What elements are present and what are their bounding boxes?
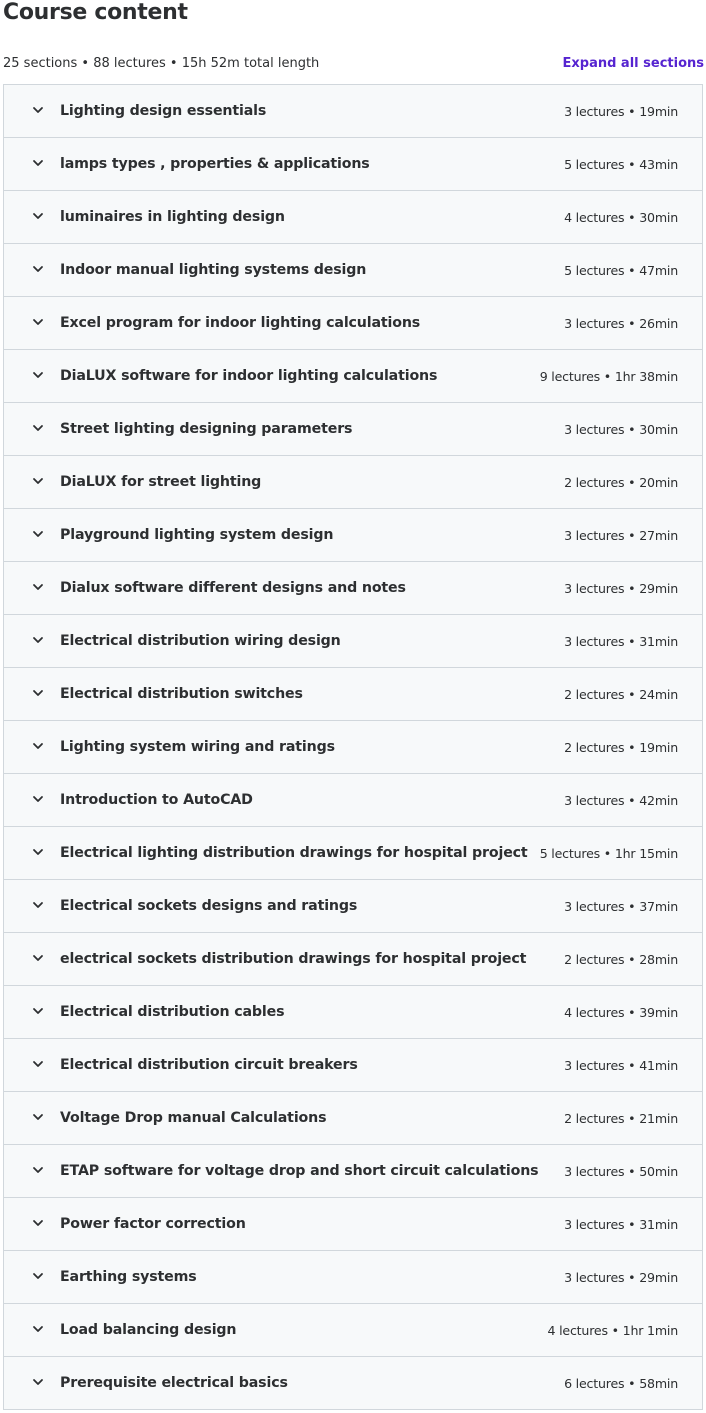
section-meta: 3 lectures • 30min: [564, 421, 678, 437]
sections-list: [3, 84, 703, 1410]
page-title: Course content: [3, 0, 188, 25]
section-header[interactable]: [4, 986, 702, 1039]
chevron-down-icon: [32, 1217, 44, 1229]
section-meta: 3 lectures • 29min: [564, 580, 678, 596]
section-title: Electrical distribution wiring design: [60, 633, 341, 649]
section-meta: 3 lectures • 31min: [564, 1216, 678, 1232]
section-header[interactable]: [4, 615, 702, 668]
section-title: Earthing systems: [60, 1269, 197, 1285]
chevron-down-icon: [32, 952, 44, 964]
chevron-down-icon: [32, 157, 44, 169]
chevron-down-icon: [32, 1164, 44, 1176]
section-header[interactable]: [4, 562, 702, 615]
section-meta: 4 lectures • 39min: [564, 1004, 678, 1020]
section-meta: 3 lectures • 26min: [564, 315, 678, 331]
section-title: Lighting system wiring and ratings: [60, 739, 335, 755]
section-title: Playground lighting system design: [60, 527, 334, 543]
section-title: Dialux software different designs and notes: [60, 580, 406, 596]
section-meta: 2 lectures • 20min: [564, 474, 678, 490]
section-meta: 4 lectures • 1hr 1min: [547, 1322, 678, 1338]
section-meta: 5 lectures • 1hr 15min: [539, 845, 678, 861]
expand-all-sections-button[interactable]: Expand all sections: [562, 55, 704, 71]
chevron-down-icon: [32, 740, 44, 752]
section-header[interactable]: [4, 880, 702, 933]
section-meta: 3 lectures • 42min: [564, 792, 678, 808]
section-title: Prerequisite electrical basics: [60, 1375, 288, 1391]
course-summary-bar: [3, 52, 703, 74]
section-meta: 3 lectures • 41min: [564, 1057, 678, 1073]
section-meta: 5 lectures • 43min: [564, 156, 678, 172]
section-header[interactable]: [4, 244, 702, 297]
section-header[interactable]: [4, 1304, 702, 1357]
chevron-down-icon: [32, 210, 44, 222]
section-meta: 9 lectures • 1hr 38min: [539, 368, 678, 384]
section-meta: 2 lectures • 28min: [564, 951, 678, 967]
chevron-down-icon: [32, 1111, 44, 1123]
section-title: Load balancing design: [60, 1322, 237, 1338]
chevron-down-icon: [32, 1270, 44, 1282]
chevron-down-icon: [32, 899, 44, 911]
section-title: Power factor correction: [60, 1216, 246, 1232]
section-header[interactable]: [4, 509, 702, 562]
course-summary: 25 sections • 88 lectures • 15h 52m total length: [3, 55, 320, 71]
chevron-down-icon: [32, 1005, 44, 1017]
section-header[interactable]: [4, 1198, 702, 1251]
chevron-down-icon: [32, 793, 44, 805]
section-header[interactable]: [4, 456, 702, 509]
section-header[interactable]: [4, 933, 702, 986]
section-header[interactable]: [4, 350, 702, 403]
chevron-down-icon: [32, 634, 44, 646]
section-meta: 3 lectures • 50min: [564, 1163, 678, 1179]
section-header[interactable]: [4, 1092, 702, 1145]
section-meta: 4 lectures • 30min: [564, 209, 678, 225]
chevron-down-icon: [32, 1058, 44, 1070]
chevron-down-icon: [32, 1376, 44, 1388]
section-meta: 2 lectures • 21min: [564, 1110, 678, 1126]
section-title: Electrical distribution circuit breakers: [60, 1057, 358, 1073]
section-meta: 3 lectures • 31min: [564, 633, 678, 649]
section-meta: 5 lectures • 47min: [564, 262, 678, 278]
section-header[interactable]: [4, 668, 702, 721]
section-title: lamps types , properties & applications: [60, 156, 370, 172]
chevron-down-icon: [32, 422, 44, 434]
section-title: DiaLUX for street lighting: [60, 474, 262, 490]
section-title: ETAP software for voltage drop and short circuit calculations: [60, 1163, 539, 1179]
section-meta: 3 lectures • 27min: [564, 527, 678, 543]
section-title: Voltage Drop manual Calculations: [60, 1110, 327, 1126]
section-title: Electrical sockets designs and ratings: [60, 898, 358, 914]
section-title: Street lighting designing parameters: [60, 421, 353, 437]
section-header[interactable]: [4, 827, 702, 880]
chevron-down-icon: [32, 687, 44, 699]
section-header[interactable]: [4, 85, 702, 138]
chevron-down-icon: [32, 846, 44, 858]
section-title: DiaLUX software for indoor lighting calculations: [60, 368, 438, 384]
section-header[interactable]: [4, 774, 702, 827]
section-title: Electrical distribution switches: [60, 686, 303, 702]
section-header[interactable]: [4, 1251, 702, 1304]
section-title: Introduction to AutoCAD: [60, 792, 253, 808]
chevron-down-icon: [32, 1323, 44, 1335]
section-header[interactable]: [4, 403, 702, 456]
section-meta: 3 lectures • 19min: [564, 103, 678, 119]
section-meta: 3 lectures • 37min: [564, 898, 678, 914]
section-meta: 2 lectures • 19min: [564, 739, 678, 755]
chevron-down-icon: [32, 263, 44, 275]
section-header[interactable]: [4, 138, 702, 191]
section-title: electrical sockets distribution drawings for hospital project: [60, 951, 527, 967]
section-header[interactable]: [4, 1039, 702, 1092]
section-meta: 6 lectures • 58min: [564, 1375, 678, 1391]
section-title: Excel program for indoor lighting calculations: [60, 315, 421, 331]
section-title: Indoor manual lighting systems design: [60, 262, 367, 278]
section-title: Electrical distribution cables: [60, 1004, 285, 1020]
chevron-down-icon: [32, 316, 44, 328]
section-header[interactable]: [4, 1145, 702, 1198]
section-header[interactable]: [4, 721, 702, 774]
chevron-down-icon: [32, 369, 44, 381]
section-meta: 2 lectures • 24min: [564, 686, 678, 702]
section-meta: 3 lectures • 29min: [564, 1269, 678, 1285]
chevron-down-icon: [32, 475, 44, 487]
section-header[interactable]: [4, 1357, 702, 1410]
chevron-down-icon: [32, 104, 44, 116]
chevron-down-icon: [32, 581, 44, 593]
section-title: Lighting design essentials: [60, 103, 267, 119]
section-header[interactable]: [4, 191, 702, 244]
section-title: Electrical lighting distribution drawings for hospital project: [60, 845, 528, 861]
chevron-down-icon: [32, 528, 44, 540]
section-title: luminaires in lighting design: [60, 209, 285, 225]
section-header[interactable]: [4, 297, 702, 350]
